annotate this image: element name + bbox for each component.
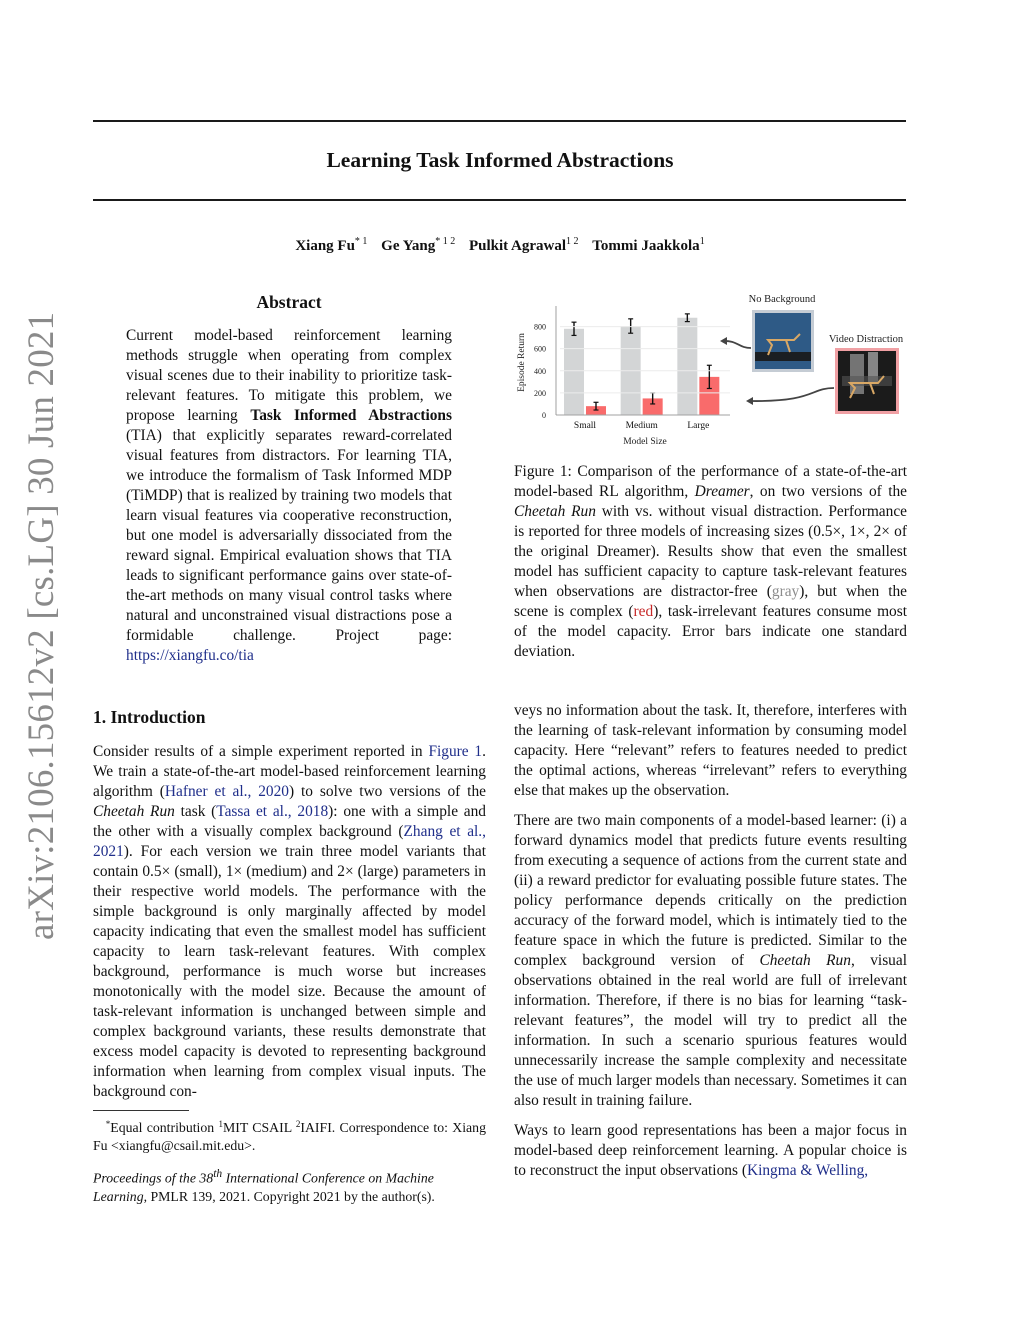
author-list xyxy=(0,236,1000,255)
intro-right-column xyxy=(514,701,907,1191)
abstract-heading: Abstract xyxy=(256,292,322,312)
footnote-rule xyxy=(93,1110,189,1111)
video-distraction-thumbnail xyxy=(835,348,899,414)
figure-1-caption: Figure 1: Comparison of the performance of a state-of-the-art model-based RL algorithm, Dreamer, on two versions of the Cheetah Run with vs. without visual distraction. Performance is reported for three models of increasing sizes (0.5×, 1×, 2× of the original Dreamer). Results show that even the smallest model has sufficient capacity to capture task-relevant features when observations are distractor-free (gray), but when the scene is complex (red), task-irrelevant features consume most of the model capacity. Error bars indicate one standard deviation. xyxy=(514,463,907,660)
svg-text:Episode Return: Episode Return xyxy=(517,333,527,392)
no-background-thumbnail xyxy=(752,310,814,372)
citation-hafner-link[interactable]: Hafner et al., 2020 xyxy=(164,783,289,800)
figure-1-link[interactable]: Figure 1 xyxy=(428,743,483,760)
svg-text:Medium: Medium xyxy=(625,421,658,431)
svg-text:Model Size: Model Size xyxy=(623,437,667,447)
title-rule xyxy=(93,199,906,201)
no-background-label: No Background xyxy=(748,294,816,305)
author: Pulkit Agrawal$^{1 2}$ xyxy=(468,236,579,254)
svg-text:800: 800 xyxy=(534,322,546,332)
svg-text:Small: Small xyxy=(573,421,597,431)
author: Xiang Fu$^{* 1}$ xyxy=(295,236,368,254)
figure-1-chart xyxy=(510,290,920,455)
svg-text:600: 600 xyxy=(534,344,546,354)
svg-text:0: 0 xyxy=(542,411,546,420)
footnote: *Equal contribution $^1$MIT CSAIL $^2$IAIFI. Correspondence to: Xiang Fu <xiangfu@csail.mit.edu>. xyxy=(93,1119,486,1153)
intro-left-column xyxy=(93,742,486,1112)
citation-kingma-link[interactable]: Kingma & Welling, xyxy=(746,1162,869,1179)
abstract-body: Current model-based reinforcement learning methods struggle when operating from complex visual scenes due to their inability to prioritize task-relevant features. To mitigate this problem, we propose learning Task Informed Abstractions (TIA) that explicitly separates reward-correlated visual features from distractors. For learning TIA, we introduce the formalism of Task Informed MDP (TiMDP) that is realized by training two models that learn visual features via cooperative reconstruction, but one model is adversarially dissociated from the reward signal. Empirical evaluation shows that TIA leads to significant performance gains over state-of-the-art methods on many visual control tasks where natural and unconstrained visual distractions pose a formidable challenge. Project page: https://xiangfu.co/tia xyxy=(126,327,452,664)
citation-tassa-link[interactable]: Tassa et al., 2018 xyxy=(216,803,329,820)
svg-text:Large: Large xyxy=(687,421,710,431)
author: Tommi Jaakkola$^1$ xyxy=(592,236,705,254)
citation-zhang-link[interactable]: Zhang et al., 2021 xyxy=(93,823,486,860)
intro-paragraph: veys no information about the task. It, therefore, interferes with the learning of task-relevant information by consuming model capacity. Here “relevant” refers to features needed to predict the optimal actions, whereas “irrelevant” refers to everything else that makes up the observation. xyxy=(514,702,907,799)
bar-group xyxy=(564,314,719,415)
video-distraction-label: Video Distraction xyxy=(828,334,904,345)
proceedings-note: Proceedings of the 38th International Conference on Machine Learning, PMLR 139, 2021. Copyright 2021 by the author(s). xyxy=(93,1168,435,1204)
svg-text:200: 200 xyxy=(534,388,546,398)
intro-paragraph: There are two main components of a model-based learner: (i) a forward dynamics model that predicts future events resulting from executing a sequence of actions from the current state and (ii) a reward predictor for evaluating possible future states. The policy performance depends critically on the prediction accuracy of the forward model, which is intimately tied to the feature space in which the future is predicted. Similar to the complex background version of Cheetah Run, visual observations obtained in the real world are full of irrelevant information. Therefore, if there is no bias for learning “task-relevant features”, the model will try to predict all the information. In such a scenario spurious features would unnecessarily increase the sample complexity and necessitate the use of much larger models than necessary. Sometimes it can also result in training failure. xyxy=(514,812,907,1109)
author: Ge Yang$^{* 1 2}$ xyxy=(381,236,456,254)
intro-paragraph: Consider results of a simple experiment reported in Figure 1. We train a state-of-the-art model-based reinforcement learning algorithm (Hafner et al., 2020) to solve two versions of the Cheetah Run task (Tassa et al., 2018): one with a simple and the other with a visually complex background (Zhang et al., 2021). For each version we train three model variants that contain 0.5× (small), 1× (medium) and 2× (large) parameters in their respective world models. The performance with the simple background is only marginally affected by model capacity indicating that even the smallest model has sufficient capacity to learn task-relevant features. With complex background, performance is much worse but increases monotonically with the model size. Because the amount of task-relevant information is unchanged between simple and complex background variants, these results demonstrate that excess model capacity is devoted to representing background information when learning from complex visual inputs. The background con- xyxy=(93,743,486,1100)
project-page-link[interactable]: https://xiangfu.co/tia xyxy=(126,647,254,664)
paper-title: Learning Task Informed Abstractions xyxy=(326,148,674,172)
top-rule xyxy=(93,120,906,122)
section-heading-introduction: 1. Introduction xyxy=(93,707,206,727)
intro-paragraph: Ways to learn good representations has been a major focus in model-based deep reinforcement learning. A popular choice is to reconstruct the input observations (Kingma & Welling, xyxy=(514,1122,907,1179)
svg-text:400: 400 xyxy=(534,366,546,376)
arxiv-side-stamp: arXiv:2106.15612v2 [cs.LG] 30 Jun 2021 xyxy=(21,311,62,940)
